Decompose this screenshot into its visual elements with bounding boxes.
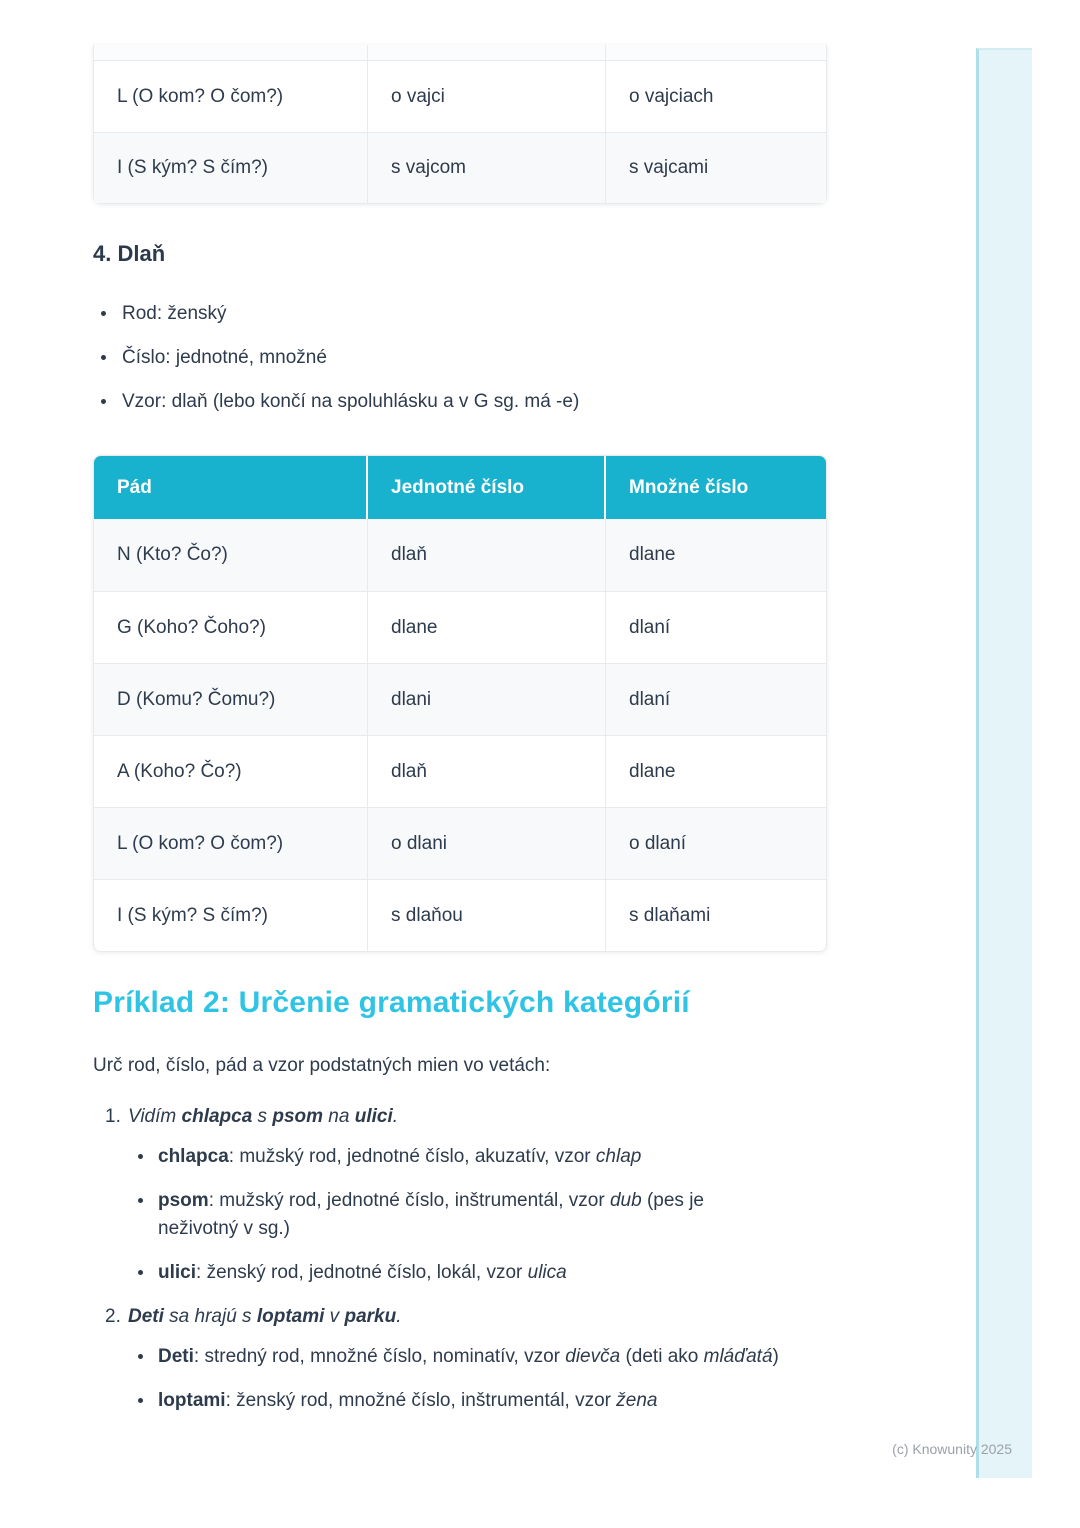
table-cell-pad: I (S kým? S čím?) (94, 880, 368, 951)
dlan-properties-list (93, 300, 827, 432)
exercise-sentence (128, 1303, 813, 1330)
table-row (94, 807, 826, 879)
text-run: na (323, 1106, 355, 1127)
table-cell-sg: o vajci (368, 61, 606, 132)
text-run: . (392, 1106, 399, 1127)
bullet-dot (101, 311, 106, 316)
table-cell-pl: dlaní (629, 616, 671, 638)
table-cell (94, 45, 368, 60)
text-run: : ženský rod, jednotné číslo, lokál, vzor (196, 1262, 528, 1283)
text-run: s (252, 1106, 273, 1127)
analysis-item (128, 1187, 788, 1243)
table-cell-pl: dlane (629, 544, 676, 565)
text-run: Vidím (128, 1106, 182, 1127)
table-cell-sg: s vajcom (368, 133, 606, 203)
list-item-text: Rod: ženský (122, 303, 227, 324)
table-cell-pad: G (Koho? Čoho?) (94, 592, 368, 663)
list-item (93, 388, 827, 415)
text-run: chlap (595, 1146, 642, 1167)
text-run: : ženský rod, množné číslo, inštrumentál, vzor (225, 1390, 617, 1411)
text-run: mláďatá (703, 1346, 773, 1367)
text-run: . (396, 1306, 402, 1327)
table-row-remnant (94, 45, 826, 61)
bullet-dot (101, 399, 106, 404)
table-cell-sg: dlaň (368, 736, 606, 807)
list-number: 1. (105, 1106, 121, 1127)
table-header-pad: Pád (94, 456, 368, 519)
text-run: žena (616, 1390, 658, 1411)
exercise-sentence (128, 1103, 813, 1130)
table-body (94, 61, 826, 203)
table-row (94, 519, 826, 591)
text-run: psom (158, 1190, 209, 1211)
text-run: v (324, 1306, 345, 1327)
table-cell-pad: A (Koho? Čo?) (94, 736, 368, 807)
table-cell-pad: I (S kým? S čím?) (94, 133, 368, 203)
table-row (94, 132, 826, 203)
analysis-text (158, 1262, 567, 1283)
text-run: psom (272, 1106, 324, 1127)
example2-intro: Urč rod, číslo, pád a vzor podstatných mien vo vetách: (93, 1055, 551, 1076)
analysis-item (128, 1259, 788, 1287)
list-number: 2. (105, 1306, 121, 1327)
table-cell-pad: D (Komu? Čomu?) (94, 664, 368, 735)
table-cell-pad: L (O kom? O čom?) (94, 808, 368, 879)
table-row (94, 61, 826, 132)
declension-table-vajce-partial (93, 45, 827, 204)
text-run: ulica (527, 1262, 567, 1283)
text-run: loptami (256, 1306, 325, 1327)
analysis-item (128, 1343, 788, 1371)
table-cell-pad: L (O kom? O čom?) (94, 61, 368, 132)
table-cell-sg: dlaň (368, 519, 606, 591)
text-run: Deti (158, 1346, 194, 1367)
table-header-plural: Množné číslo (629, 476, 749, 498)
analysis-item (128, 1143, 788, 1171)
bullet-dot (138, 1398, 143, 1403)
analysis-list (128, 1143, 788, 1287)
table-header-singular: Jednotné číslo (368, 456, 606, 519)
table-cell-sg: dlani (368, 664, 606, 735)
text-run: chlapca (181, 1106, 253, 1127)
text-run: ) (772, 1346, 779, 1367)
bullet-dot (138, 1354, 143, 1359)
text-run: Deti (128, 1306, 164, 1327)
table-cell-pl: o vajciach (629, 85, 714, 107)
text-run: : mužský rod, jednotné číslo, inštrumentál, vzor (208, 1190, 610, 1211)
bullet-dot (138, 1270, 143, 1275)
bullet-dot (101, 355, 106, 360)
exercise-item (93, 1103, 813, 1287)
analysis-text (158, 1146, 641, 1167)
page-edge-decoration (976, 48, 1032, 1478)
table-cell-pl: o dlaní (629, 832, 687, 854)
table-row (94, 663, 826, 735)
table-cell-pad: N (Kto? Čo?) (94, 519, 368, 591)
bullet-dot (138, 1154, 143, 1159)
analysis-list (128, 1343, 788, 1415)
table-row (94, 591, 826, 663)
list-item-text: Vzor: dlaň (lebo končí na spoluhlásku a v G sg. má -e) (122, 391, 580, 412)
section-heading-dlan: 4. Dlaň (93, 241, 166, 266)
text-run: ulici (158, 1262, 197, 1283)
text-run: loptami (158, 1390, 226, 1411)
copyright-watermark: (c) Knowunity 2025 (892, 1441, 1012, 1457)
text-run: dub (609, 1190, 642, 1211)
table-cell (606, 45, 826, 60)
analysis-text (158, 1390, 657, 1411)
analysis-item (128, 1387, 788, 1415)
table-cell-sg: dlane (368, 592, 606, 663)
table-cell (368, 45, 606, 60)
exercise-item (93, 1303, 813, 1415)
text-run: : stredný rod, množné číslo, nominatív, vzor (193, 1346, 566, 1367)
text-run: (deti ako (620, 1346, 704, 1367)
table-cell-pl: s dlaňami (629, 904, 711, 926)
list-item (93, 300, 827, 327)
exercise-list (93, 1103, 813, 1431)
text-run: ulici (354, 1106, 393, 1127)
table-header-row (94, 456, 826, 519)
bullet-dot (138, 1198, 143, 1203)
list-item-text: Číslo: jednotné, množné (122, 347, 327, 368)
analysis-text (158, 1346, 779, 1367)
table-row (94, 735, 826, 807)
text-run: (pes je neživotný v sg.) (158, 1190, 704, 1239)
text-run: : mužský rod, jednotné číslo, akuzatív, vzor (228, 1146, 596, 1167)
text-run: sa hrajú s (163, 1306, 257, 1327)
list-item (93, 344, 827, 371)
table-cell-sg: s dlaňou (368, 880, 606, 951)
table-row (94, 879, 826, 951)
table-cell-pl: dlaní (629, 688, 671, 710)
table-cell-pl: s vajcami (629, 157, 709, 178)
text-run: dievča (565, 1346, 621, 1367)
text-run: parku (344, 1306, 397, 1327)
example2-heading: Príklad 2: Určenie gramatických kategórií (93, 986, 690, 1019)
text-run: chlapca (158, 1146, 229, 1167)
declension-table-dlan (93, 455, 827, 952)
table-cell-pl: dlane (629, 760, 676, 782)
analysis-text (158, 1190, 704, 1239)
table-cell-sg: o dlani (368, 808, 606, 879)
table-body (94, 519, 826, 951)
